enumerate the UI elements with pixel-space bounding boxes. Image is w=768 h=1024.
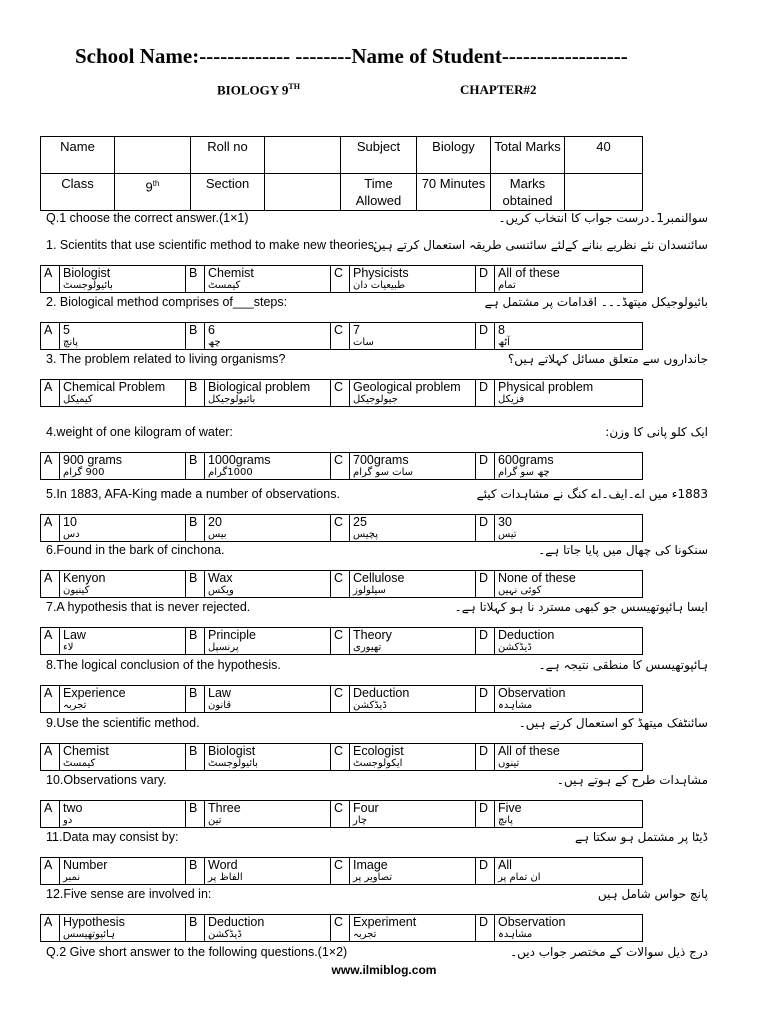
option-cell[interactable] — [205, 571, 331, 598]
option-text: Biologist — [208, 744, 256, 758]
total-marks-label: Total Marks — [491, 137, 565, 174]
option-cell[interactable] — [495, 744, 643, 771]
option-text-urdu: نمبر — [63, 872, 81, 883]
option-text-urdu: کینیون — [63, 585, 90, 596]
option-cell[interactable] — [495, 801, 643, 828]
options-table — [40, 452, 643, 480]
option-text: Deduction — [498, 628, 555, 642]
option-letter: C — [331, 858, 350, 885]
option-text: Geological problem — [353, 380, 461, 394]
options-table — [40, 685, 643, 713]
option-letter: A — [41, 571, 60, 598]
option-text-urdu: کوئی نہیں — [498, 585, 542, 596]
options-table — [40, 627, 643, 655]
options-row — [41, 686, 643, 713]
time-allowed-label: Time Allowed — [341, 174, 417, 211]
option-letter: C — [331, 323, 350, 350]
question-text: 3. The problem related to living organisms? — [46, 352, 286, 366]
option-text: Word — [208, 858, 238, 872]
option-letter: B — [186, 323, 205, 350]
option-cell[interactable] — [350, 686, 476, 713]
option-letter: B — [186, 744, 205, 771]
option-text: Wax — [208, 571, 233, 585]
option-text-urdu: ویکس — [208, 585, 234, 596]
option-text-urdu: چھ سو گرام — [498, 467, 550, 478]
question-text-urdu: ہائپوتھیسس کا منطقی نتیجہ ہے۔ — [538, 658, 708, 672]
question-text-urdu: پانچ حواس شامل ہیں — [597, 887, 708, 901]
option-text: Principle — [208, 628, 256, 642]
option-cell[interactable] — [495, 380, 643, 407]
option-letter: D — [476, 915, 495, 942]
option-cell[interactable] — [350, 266, 476, 293]
options-row — [41, 453, 643, 480]
option-cell[interactable] — [60, 380, 186, 407]
option-text-urdu: قانون — [208, 700, 232, 711]
option-letter: D — [476, 266, 495, 293]
options-row — [41, 801, 643, 828]
option-text: Deduction — [353, 686, 410, 700]
option-cell[interactable] — [350, 571, 476, 598]
option-text: 30 — [498, 515, 512, 529]
option-letter: D — [476, 801, 495, 828]
option-text: Three — [208, 801, 241, 815]
option-text-urdu: تجربہ — [63, 700, 87, 711]
option-letter: A — [41, 686, 60, 713]
option-letter: C — [331, 915, 350, 942]
option-text-urdu: تمام — [498, 280, 516, 291]
option-text: Five — [498, 801, 522, 815]
name-field[interactable] — [115, 137, 191, 174]
option-text-urdu: تیس — [498, 529, 517, 540]
option-text: 1000grams — [208, 453, 271, 467]
option-cell[interactable] — [60, 571, 186, 598]
option-text-urdu: تین — [208, 815, 222, 826]
option-text: 20 — [208, 515, 222, 529]
marks-obtained-field[interactable] — [565, 174, 643, 211]
option-text: 7 — [353, 323, 360, 337]
option-text-urdu: ایکولوجسٹ — [353, 758, 403, 769]
option-text: Physical problem — [498, 380, 594, 394]
question-text-urdu: بائیولوجیکل میتھڈ۔۔۔ اقدامات پر مشتمل ہے — [484, 295, 708, 309]
option-cell[interactable] — [60, 915, 186, 942]
option-cell[interactable] — [495, 515, 643, 542]
option-cell[interactable] — [205, 744, 331, 771]
option-text-urdu: کیمسٹ — [63, 758, 96, 769]
option-letter: D — [476, 571, 495, 598]
option-text: Chemical Problem — [63, 380, 166, 394]
option-text: Experiment — [353, 915, 417, 929]
option-text-urdu: سات — [353, 337, 374, 348]
option-text-urdu: سات سو گرام — [353, 467, 413, 478]
question-text: 6.Found in the bark of cinchona. — [46, 543, 225, 557]
option-cell[interactable] — [350, 801, 476, 828]
option-text: Physicists — [353, 266, 409, 280]
option-cell[interactable] — [60, 266, 186, 293]
option-text-urdu: جیولوجیکل — [353, 394, 398, 405]
option-letter: C — [331, 571, 350, 598]
option-text: 600grams — [498, 453, 554, 467]
question-text: 11.Data may consist by: — [46, 830, 179, 844]
name-label: Name — [41, 137, 115, 174]
page-header — [75, 44, 628, 69]
option-cell[interactable] — [60, 801, 186, 828]
question-text: 4.weight of one kilogram of water: — [46, 425, 233, 439]
option-text-urdu: الفاظ پر — [208, 872, 243, 883]
option-text-urdu: بائیولوجسٹ — [63, 280, 113, 291]
option-letter: C — [331, 628, 350, 655]
option-text-urdu: چار — [353, 815, 368, 826]
option-text-urdu: ڈیڈکشن — [208, 929, 242, 940]
question-text: 2. Biological method comprises of___steps: — [46, 295, 288, 309]
option-letter: A — [41, 801, 60, 828]
options-table — [40, 514, 643, 542]
question-text: 1. Scientits that use scientific method to make new theories: . — [46, 238, 385, 252]
option-cell[interactable] — [350, 915, 476, 942]
option-text: 5 — [63, 323, 70, 337]
question-text: 5.In 1883, AFA-King made a number of observations. — [46, 487, 340, 501]
option-cell[interactable] — [60, 515, 186, 542]
roll-no-field[interactable] — [265, 137, 341, 174]
options-table — [40, 743, 643, 771]
option-letter: B — [186, 453, 205, 480]
option-text-urdu: سیلولوز — [353, 585, 386, 596]
option-text: 10 — [63, 515, 77, 529]
option-cell[interactable] — [60, 453, 186, 480]
option-cell[interactable] — [205, 801, 331, 828]
option-letter: B — [186, 266, 205, 293]
question-text-urdu: ڈیٹا پر مشتمل ہو سکتا ہے — [574, 830, 708, 844]
option-text: All — [498, 858, 512, 872]
option-cell[interactable] — [495, 858, 643, 885]
question-text: 8.The logical conclusion of the hypothesis. — [46, 658, 281, 672]
option-cell[interactable] — [350, 744, 476, 771]
school-name-label: School Name:------------- -------- — [75, 44, 352, 68]
option-text-urdu: آٹھ — [498, 337, 510, 348]
option-text-urdu: چھ — [208, 337, 221, 348]
section-2-title: Q.2 Give short answer to the following questions.(1×2) — [46, 945, 348, 959]
option-letter: A — [41, 858, 60, 885]
section-label: Section — [191, 174, 265, 211]
option-cell[interactable] — [495, 323, 643, 350]
option-text: Law — [63, 628, 86, 642]
time-allowed-value: 70 Minutes — [417, 174, 491, 211]
option-cell[interactable] — [205, 453, 331, 480]
question-text-urdu: 1883ء میں اے۔ایف۔اے کنگ نے مشاہدات کیئے — [476, 487, 708, 501]
option-cell[interactable] — [205, 266, 331, 293]
option-cell[interactable] — [495, 266, 643, 293]
option-cell[interactable] — [350, 858, 476, 885]
option-letter: B — [186, 515, 205, 542]
option-text: Law — [208, 686, 231, 700]
option-cell[interactable] — [495, 571, 643, 598]
option-letter: C — [331, 380, 350, 407]
option-text: two — [63, 801, 83, 815]
option-letter: C — [331, 453, 350, 480]
question-text: 10.Observations vary. — [46, 773, 167, 787]
option-letter: A — [41, 380, 60, 407]
question-text: 9.Use the scientific method. — [46, 716, 200, 730]
option-text: Observation — [498, 915, 566, 929]
option-text: Observation — [498, 686, 566, 700]
option-letter: B — [186, 686, 205, 713]
option-text-urdu: کیمیکل — [63, 394, 93, 405]
options-table — [40, 265, 643, 293]
option-letter: D — [476, 515, 495, 542]
option-letter: A — [41, 266, 60, 293]
option-letter: A — [41, 515, 60, 542]
option-cell[interactable] — [205, 686, 331, 713]
option-text: None of these — [498, 571, 576, 585]
option-cell[interactable] — [60, 744, 186, 771]
options-row — [41, 515, 643, 542]
options-table — [40, 800, 643, 828]
options-table — [40, 570, 643, 598]
student-name-label: Name of Student------------------ — [351, 44, 628, 68]
option-text-urdu: ہائپوتھیسس — [63, 929, 115, 940]
option-text-urdu: فزیکل — [498, 394, 525, 405]
option-text: Ecologist — [353, 744, 404, 758]
option-text-urdu: بائیولوجیکل — [208, 394, 256, 405]
footer-website: www.ilmiblog.com — [331, 963, 437, 977]
option-text-urdu: مشاہدہ — [498, 700, 533, 711]
option-letter: D — [476, 744, 495, 771]
option-cell[interactable] — [495, 915, 643, 942]
options-table — [40, 914, 643, 942]
option-text: All of these — [498, 266, 560, 280]
question-text: 12.Five sense are involved in: — [46, 887, 212, 901]
section-1-title: Q.1 choose the correct answer.(1×1) — [46, 211, 249, 225]
option-text-urdu: 900 گرام — [63, 467, 105, 478]
option-text-urdu: دو — [63, 815, 73, 826]
option-cell[interactable] — [60, 628, 186, 655]
marks-obtained-label: Marks obtained — [491, 174, 565, 211]
option-text-urdu: دس — [63, 529, 80, 540]
option-text-urdu: کیمسٹ — [208, 280, 241, 291]
option-letter: D — [476, 628, 495, 655]
section-2-title-urdu: درج ذیل سوالات کے مختصر جواب دیں۔ — [510, 945, 708, 959]
option-cell[interactable] — [350, 515, 476, 542]
option-letter: C — [331, 515, 350, 542]
option-text: Cellulose — [353, 571, 405, 585]
question-text-urdu: سائنسدان نئے نظریے بنانے کےلئے سائنسی طریقہ استعمال کرتے ہیں — [373, 238, 708, 252]
option-letter: B — [186, 801, 205, 828]
option-text-urdu: تصاویر پر — [353, 872, 393, 883]
option-letter: D — [476, 380, 495, 407]
option-cell[interactable] — [495, 628, 643, 655]
option-letter: A — [41, 915, 60, 942]
question-text-urdu: ایک کلو پانی کا وزن: — [605, 425, 708, 439]
subject-heading: BIOLOGY 9TH — [217, 82, 300, 98]
question-text-urdu: مشاہدات طرح کے ہوتے ہیں۔ — [556, 773, 708, 787]
option-text: 6 — [208, 323, 215, 337]
question-text-urdu: ایسا ہائپوتھیسس جو کبھی مسترد نا ہو کہلاتا ہے۔ — [454, 600, 708, 614]
option-text: Hypothesis — [63, 915, 125, 929]
option-text: Image — [353, 858, 388, 872]
option-cell[interactable] — [350, 628, 476, 655]
option-text-urdu: طبیعیات دان — [353, 280, 406, 291]
options-table — [40, 857, 643, 885]
option-cell[interactable] — [205, 323, 331, 350]
total-marks-value: 40 — [565, 137, 643, 174]
question-text-urdu: سنکونا کی چھال میں پایا جاتا ہے۔ — [538, 543, 708, 557]
chapter-heading: CHAPTER#2 — [460, 82, 537, 97]
option-text: 900 grams — [63, 453, 123, 467]
option-cell[interactable] — [350, 323, 476, 350]
question-text-urdu: سائنٹفک میتھڈ کو استعمال کرتے ہیں۔ — [518, 716, 708, 730]
option-text-urdu: تجربہ — [353, 929, 377, 940]
class-value: 9th — [115, 174, 191, 211]
option-cell[interactable] — [60, 323, 186, 350]
option-text: Four — [353, 801, 379, 815]
options-row — [41, 915, 643, 942]
class-label: Class — [41, 174, 115, 211]
option-text-urdu: 1000گرام — [208, 467, 253, 478]
roll-no-label: Roll no — [191, 137, 265, 174]
options-row — [41, 858, 643, 885]
option-letter: A — [41, 628, 60, 655]
option-letter: D — [476, 686, 495, 713]
option-text: 700grams — [353, 453, 409, 467]
option-text: 25 — [353, 515, 367, 529]
option-letter: D — [476, 858, 495, 885]
option-text-urdu: مشاہدہ — [498, 929, 533, 940]
option-letter: C — [331, 744, 350, 771]
option-cell[interactable] — [205, 915, 331, 942]
option-text: All of these — [498, 744, 560, 758]
option-text-urdu: پرنسپل — [208, 642, 239, 653]
option-letter: B — [186, 858, 205, 885]
option-letter: B — [186, 380, 205, 407]
options-row — [41, 266, 643, 293]
options-table — [40, 322, 643, 350]
option-letter: B — [186, 628, 205, 655]
option-letter: C — [331, 266, 350, 293]
option-letter: B — [186, 571, 205, 598]
option-text-urdu: لاء — [63, 642, 74, 653]
options-row — [41, 744, 643, 771]
option-letter: C — [331, 801, 350, 828]
subject-value: Biology — [417, 137, 491, 174]
option-letter: A — [41, 744, 60, 771]
option-text: Number — [63, 858, 108, 872]
option-text-urdu: پانچ — [498, 815, 514, 826]
option-text-urdu: ڈیڈکشن — [353, 700, 387, 711]
option-letter: B — [186, 915, 205, 942]
options-table — [40, 379, 643, 407]
option-text: Theory — [353, 628, 392, 642]
option-cell[interactable] — [350, 380, 476, 407]
options-row — [41, 323, 643, 350]
option-text: Kenyon — [63, 571, 106, 585]
option-text-urdu: ان تمام پر — [498, 872, 541, 883]
option-cell[interactable] — [60, 686, 186, 713]
question-text: 7.A hypothesis that is never rejected. — [46, 600, 251, 614]
option-text-urdu: بائیولوجسٹ — [208, 758, 258, 769]
option-letter: D — [476, 453, 495, 480]
option-cell[interactable] — [495, 453, 643, 480]
option-text-urdu: بیس — [208, 529, 227, 540]
option-text: Biological problem — [208, 380, 311, 394]
options-row — [41, 380, 643, 407]
options-row — [41, 571, 643, 598]
option-text-urdu: پچیس — [353, 529, 379, 540]
option-text-urdu: پانچ — [63, 337, 79, 348]
option-cell[interactable] — [205, 858, 331, 885]
section-field[interactable] — [265, 174, 341, 211]
option-cell[interactable] — [205, 515, 331, 542]
option-cell[interactable] — [205, 380, 331, 407]
option-text: Chemist — [208, 266, 254, 280]
option-cell[interactable] — [350, 453, 476, 480]
option-text: Chemist — [63, 744, 109, 758]
option-text-urdu: تینوں — [498, 758, 520, 769]
options-row — [41, 628, 643, 655]
subject-label: Subject — [341, 137, 417, 174]
option-cell[interactable] — [495, 686, 643, 713]
option-text: Experience — [63, 686, 126, 700]
option-letter: A — [41, 323, 60, 350]
option-text-urdu: ڈیڈکشن — [498, 642, 532, 653]
section-1-title-urdu: سوالنمبر1۔درست جواب کا انتخاب کریں۔ — [498, 211, 708, 225]
option-text-urdu: تھیوری — [353, 642, 382, 653]
option-cell[interactable] — [60, 858, 186, 885]
option-text: Biologist — [63, 266, 111, 280]
option-letter: D — [476, 323, 495, 350]
question-text-urdu: جانداروں سے متعلق مسائل کہلاتے ہیں؟ — [507, 352, 708, 366]
option-cell[interactable] — [205, 628, 331, 655]
option-text: 8 — [498, 323, 505, 337]
option-letter: C — [331, 686, 350, 713]
student-info-table — [40, 136, 643, 211]
option-text: Deduction — [208, 915, 265, 929]
option-letter: A — [41, 453, 60, 480]
